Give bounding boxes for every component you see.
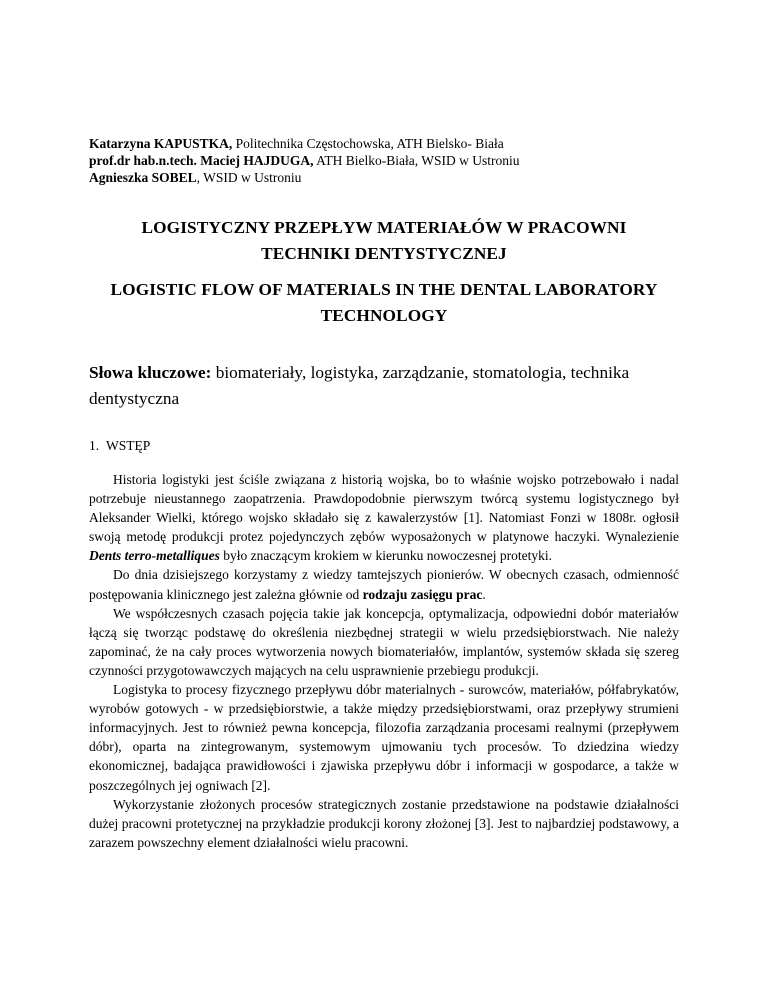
title-line: TECHNIKI DENTYSTYCZNEJ	[261, 244, 507, 263]
paragraph: Logistyka to procesy fizycznego przepływu dóbr materialnych - surowców, materiałów, półfabrykatów, wyrobów gotowych - w przedsiębiorstwie, a także między przedsiębiorstwami, oraz przepływy strumieni informacyjnych. Jest to również pewna koncepcja, filozofia zarządzania procesami realnymi (przepływem dóbr), oparta na zintegrowanym, systemowym ujmowaniu tych procesów. To dziedzina wiedzy ekonomicznej, badająca prawidłowości i zjawiska przepływu dóbr i informacji w gospodarce, a także w poszczególnych jej ogniwach [2].	[89, 682, 679, 793]
paragraph-text: Do dnia dzisiejszego korzystamy z wiedzy tamtejszych pionierów. W obecnych czasach, odmienność postępowania klinicznego jest zależna głównie od	[89, 567, 679, 602]
section-title: WSTĘP	[106, 438, 151, 453]
author-affiliation: ATH Bielko-Biała, WSID w Ustroniu	[313, 153, 520, 168]
author-affiliation: Politechnika Częstochowska, ATH Bielsko- Biała	[232, 136, 504, 151]
section-number: 1.	[89, 438, 100, 453]
author-line	[89, 135, 709, 152]
title-line: TECHNOLOGY	[320, 306, 448, 325]
title-line: LOGISTIC FLOW OF MATERIALS IN THE DENTAL LABORATORY	[110, 280, 658, 299]
author-name: prof.dr hab.n.tech. Maciej HAJDUGA,	[89, 153, 314, 168]
keywords-label: Słowa kluczowe:	[89, 363, 212, 382]
author-line	[89, 169, 709, 186]
author-affiliation: , WSID w Ustroniu	[196, 170, 302, 185]
paragraph-text: Historia logistyki jest ściśle związana z historią wojska, bo to właśnie wojsko potrzebowało i nadal potrzebuje nieustannego zaopatrzenia. Prawdopodobnie pierwszym twórcą systemu logistycznego był Aleksander Wielki, którego wojsko składało się z kawalerzystów [1]. Natomiast Fonzi w 1808r. ogłosił swoją metodę produkcji protez pojedynczych zębów wyposażonych w platynowe haczyki. Wynalezienie	[89, 472, 679, 545]
body-text	[89, 470, 679, 852]
author-list	[89, 135, 709, 186]
paragraph-text: było znaczącym krokiem w kierunku nowoczesnej protetyki.	[219, 548, 553, 564]
bold-term: rodzaju zasięgu prac	[362, 586, 483, 602]
title-polish	[70, 215, 698, 267]
paragraph	[89, 565, 679, 603]
paragraph: We współczesnych czasach pojęcia takie jak koncepcja, optymalizacja, odpowiedni dobór materiałów łączą się tworząc podstawę do określenia niezbędnej strategii w wielu przedsiębiorstwach. Nie należy zapominać, że na cały proces wytworzenia nowych biomateriałów, implantów, systemów składa się szereg czynności przygotowawczych mających na celu usprawnienie przebiegu produkcji.	[89, 605, 679, 678]
emphasis-term: Dents terro-metalliques	[89, 548, 220, 564]
keywords	[89, 360, 689, 412]
section-heading	[89, 437, 150, 454]
author-line	[89, 152, 709, 169]
paragraph	[89, 470, 679, 565]
paragraph: Wykorzystanie złożonych procesów strategicznych zostanie przedstawione na podstawie działalności dużej pracowni protetycznej na przykładzie produkcji korony złożonej [3]. Jest to najbardziej podstawowy, a zarazem powszechny element działalności wielu pracowni.	[89, 796, 679, 850]
title-line: LOGISTYCZNY PRZEPŁYW MATERIAŁÓW W PRACOWNI	[141, 218, 627, 237]
paragraph-text: .	[482, 586, 486, 602]
author-name: Katarzyna KAPUSTKA,	[89, 136, 233, 151]
title-english	[70, 277, 698, 329]
keywords-text: biomateriały, logistyka, zarządzanie, stomatologia, technika dentystyczna	[89, 363, 630, 408]
author-name: Agnieszka SOBEL	[89, 170, 197, 185]
